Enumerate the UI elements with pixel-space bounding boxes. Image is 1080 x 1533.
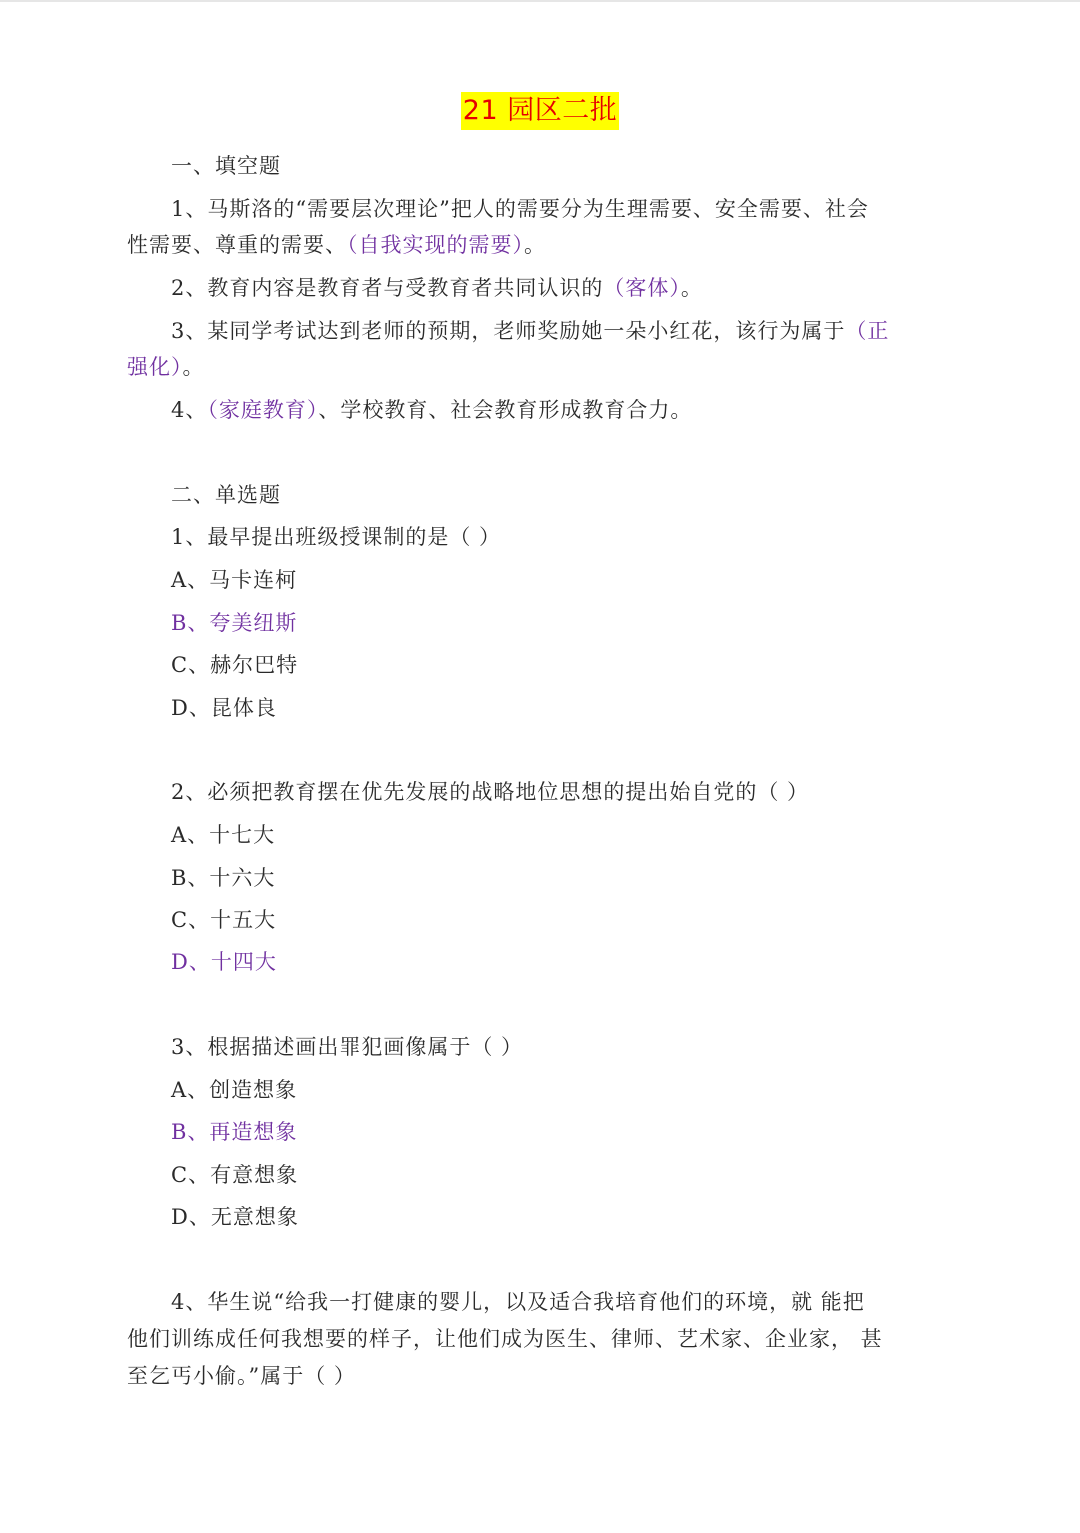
fill-q1-line2 bbox=[127, 231, 546, 259]
single-q4-line3: 至乞丐小偷。”属于（ ） bbox=[127, 1364, 356, 1388]
fill-q2-prefix: 2、教育内容是教育者与受教育者共同认识的 bbox=[171, 276, 604, 300]
title-wrap bbox=[0, 92, 1080, 130]
single-q3-option-d: D、无意想象 bbox=[171, 1205, 299, 1229]
single-q1-option-d: D、昆体良 bbox=[171, 696, 277, 720]
fill-q3-line2 bbox=[127, 353, 205, 381]
fill-q1-suffix: 。 bbox=[524, 233, 546, 257]
single-q3-option-a: A、创造想象 bbox=[171, 1078, 298, 1102]
fill-q3-prefix: 3、某同学考试达到老师的预期，老师奖励她一朵小红花，该行为属于 bbox=[171, 319, 846, 343]
fill-q2 bbox=[171, 274, 703, 302]
single-q4-line1: 4、华生说“给我一打健康的婴儿，以及适合我培育他们的环境，就 能把 bbox=[171, 1290, 865, 1314]
single-q2-option-b: B、十六大 bbox=[171, 866, 276, 890]
single-q2-option-d: D、十四大 bbox=[171, 950, 277, 974]
single-q3-option-c: C、有意想象 bbox=[171, 1163, 299, 1187]
single-q4-line2: 他们训练成任何我想要的样子，让他们成为医生、律师、艺术家、企业家， 甚 bbox=[127, 1327, 883, 1351]
single-q2-option-c: C、十五大 bbox=[171, 908, 277, 932]
fill-q4-suffix: 、学校教育、社会教育形成教育合力。 bbox=[318, 398, 693, 422]
fill-q2-answer: （客体） bbox=[603, 276, 681, 300]
single-q1-option-c: C、赫尔巴特 bbox=[171, 653, 299, 677]
fill-q4-answer: （家庭教育） bbox=[207, 398, 319, 422]
fill-q4 bbox=[171, 396, 692, 424]
single-q2-stem: 2、必须把教育摆在优先发展的战略地位思想的提出始自党的（ ） bbox=[171, 780, 810, 804]
fill-q4-prefix: 4、 bbox=[171, 398, 208, 422]
single-q3-option-b: B、再造想象 bbox=[171, 1120, 298, 1144]
single-choice-heading: 二、单选题 bbox=[171, 483, 281, 507]
fill-blank-heading: 一、填空题 bbox=[171, 154, 281, 178]
single-q3-stem: 3、根据描述画出罪犯画像属于（ ） bbox=[171, 1035, 524, 1059]
fill-q3-answer-part1: （正 bbox=[845, 319, 890, 343]
single-q2-option-a: A、十七大 bbox=[171, 823, 276, 847]
single-q1-stem: 1、最早提出班级授课制的是（ ） bbox=[171, 525, 502, 549]
fill-q3-answer-part2: 强化） bbox=[127, 355, 183, 379]
fill-q1-line2-text: 性需要、尊重的需要、 bbox=[127, 233, 347, 257]
fill-q3-suffix: 。 bbox=[182, 355, 205, 379]
single-q1-option-b: B、夸美纽斯 bbox=[171, 611, 298, 635]
fill-q1-prefix: 1、马斯洛的“需要层次理论”把人的需要分为生理需要、安全需要、社会 bbox=[171, 197, 869, 221]
fill-q2-suffix: 。 bbox=[680, 276, 703, 300]
single-q1-option-a: A、马卡连柯 bbox=[171, 568, 298, 592]
page-title: 21 园区二批 bbox=[461, 92, 619, 130]
fill-q3-line1 bbox=[171, 317, 889, 345]
fill-q1-line1 bbox=[171, 195, 869, 223]
fill-q1-answer: （自我实现的需要） bbox=[347, 233, 524, 257]
